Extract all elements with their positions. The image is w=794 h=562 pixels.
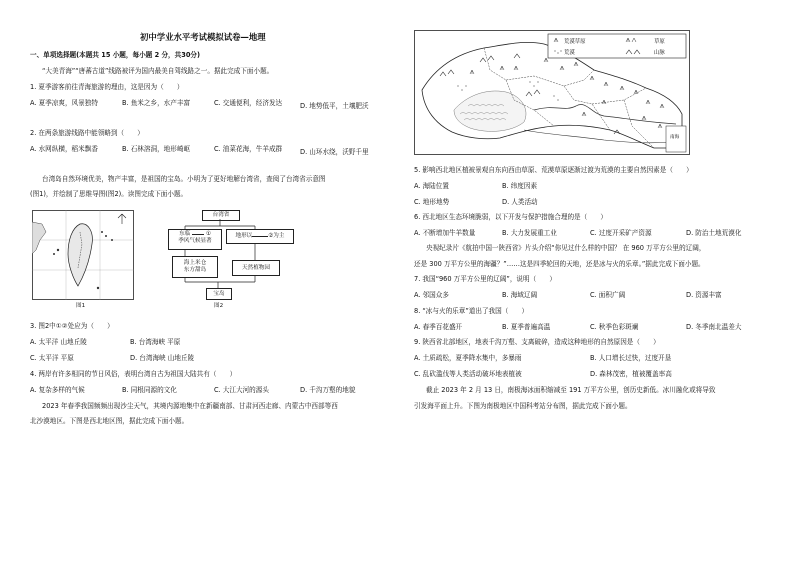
intro-shaanxi-line1: 央视纪录片《航拍中国一陕西省》片头介绍“你见过什么样的中国？ 在 960 万平方公里的辽阔， [426, 244, 706, 252]
east-label: 东临 [179, 231, 191, 237]
mindmap-treasure-node: 宝岛 [206, 288, 232, 300]
mindmap-nature-node: 天然植物园 [232, 260, 280, 276]
question-6: 6. 西北地区生态环境脆弱，以下开发与保护措施合理的是（ ） [414, 213, 608, 221]
question-5: 5. 影响西北地区植被景观自东向西由草原、荒漠草原逐渐过渡为荒漠的主要自然因素是（ ） [414, 166, 693, 174]
section-heading: 一、单项选择题(本题共 15 小题，每小题 2 分，共30分) [30, 51, 201, 59]
q4-option-b[interactable]: B. 同根同源的文化 [122, 386, 177, 394]
q1-option-d[interactable]: D. 地势低平，土壤肥沃 [300, 102, 369, 110]
q8-option-a[interactable]: A. 春季百花盛开 [414, 323, 463, 331]
q2-option-d[interactable]: D. 山环水绕，沃野千里 [300, 148, 369, 156]
terrain-label: 地形以 [235, 233, 253, 239]
q3-option-b[interactable]: B. 台湾海峡 平原 [130, 338, 181, 346]
q7-option-c[interactable]: C. 面积广阔 [590, 291, 626, 299]
q6-option-a[interactable]: A. 不断增加牛羊数量 [414, 229, 476, 237]
q5-option-a[interactable]: A. 海陆位置 [414, 182, 449, 190]
q9-option-b[interactable]: B. 人口增长过快，过度开垦 [590, 354, 672, 362]
legend-desert: 荒漠 [564, 50, 575, 56]
q1-option-b[interactable]: B. 鱼米之乡，水产丰富 [122, 99, 191, 107]
figure-2-caption: 图2 [214, 303, 224, 309]
q4-option-a[interactable]: A. 复杂多样的气候 [30, 386, 85, 394]
terrain-tail: 为主 [273, 233, 285, 239]
intro-dust-line2: 北沙漠地区。下图是西北地区图，据此完成下面小题。 [30, 417, 189, 425]
taiwan-map-figure [32, 210, 134, 300]
mindmap-terrain-node [226, 229, 294, 244]
q7-option-d[interactable]: D. 资源丰富 [686, 291, 722, 299]
legend-steppe: 草原 [654, 39, 665, 45]
intro-shaanxi-line2: 还是 300 万平方公里的海疆？”……这是四季轮回的天地，还是冰与火的乐章。”据此完成下面小题。 [414, 260, 705, 268]
q5-option-c[interactable]: C. 地形地势 [414, 198, 450, 206]
intro-taiwan-line1: 台湾岛自然环境优美，物产丰富，是祖国的宝岛。小明为了更好地解台湾省，查阅了台湾省示意图 [42, 175, 326, 183]
legend-mountains: 山脉 [654, 50, 665, 56]
question-4: 4. 两岸有许多相同的节日风俗，表明台湾自古为祖国大陆共有（ ） [30, 370, 237, 378]
intro-antarctic-line1: 截止 2023 年 2 月 13 日，南极海冰面积缩减至 191 万平方公里，创历史新低。冰川融化或将导致 [426, 386, 716, 394]
mindmap-root: 台湾省 [202, 210, 240, 221]
question-3: 3. 图2中①②处应为（ ） [30, 322, 114, 330]
q9-option-c[interactable]: C. 乱砍滥伐等人类活动破坏地表植被 [414, 370, 522, 378]
south-sea-label: 南海 [670, 135, 680, 140]
mindmap-east-node [168, 229, 222, 250]
q8-option-d[interactable]: D. 冬季南北温差大 [686, 323, 742, 331]
q2-option-c[interactable]: C. 油菜花海，牛羊成群 [214, 145, 283, 153]
q1-option-c[interactable]: C. 交通便利，经济发达 [214, 99, 283, 107]
blank-2-marker: ② [268, 233, 274, 239]
q6-option-b[interactable]: B. 大力发展重工业 [502, 229, 557, 237]
q7-option-b[interactable]: B. 海域辽阔 [502, 291, 538, 299]
blank-1-marker: ① [205, 231, 211, 237]
question-1: 1. 夏季游客前往青海旅游的理由，这是因为（ ） [30, 83, 184, 91]
question-2: 2. 在两条旅游线路中能领略到（ ） [30, 129, 144, 137]
q4-option-c[interactable]: C. 大江大河的源头 [214, 386, 269, 394]
q8-option-b[interactable]: B. 夏季普遍高温 [502, 323, 551, 331]
q2-option-a[interactable]: A. 水网纵横，稻米飘香 [30, 145, 98, 153]
q4-option-d[interactable]: D. 千沟万壑的地貌 [300, 386, 356, 394]
northwest-region-map [414, 30, 690, 155]
q3-option-a[interactable]: A. 太平洋 山地丘陵 [30, 338, 87, 346]
q8-option-c[interactable]: C. 秋季色彩斑斓 [590, 323, 639, 331]
q7-option-a[interactable]: A. 邻国众多 [414, 291, 449, 299]
blank-2 [252, 236, 268, 237]
q9-option-d[interactable]: D. 森林茂密，植被覆盖率高 [590, 370, 672, 378]
mindmap-sea-node: 海上米仓 东方甜岛 [172, 256, 218, 278]
right-column [400, 0, 794, 562]
climate-label: 季风气候显著 [178, 237, 212, 244]
question-7: 7. 我国“960 万平方公里的辽阔”，说明（ ） [414, 275, 556, 283]
q2-option-b[interactable]: B. 石林溶洞，地形崎岖 [122, 145, 191, 153]
legend-desert-steppe: 荒漠草原 [564, 39, 586, 45]
q1-option-a[interactable]: A. 夏季凉爽，风景独特 [30, 99, 98, 107]
q3-option-d[interactable]: D. 台湾海峡 山地丘陵 [130, 354, 195, 362]
intro-dust-line1: 2023 年春季我国频频出现沙尘天气，其境内源地集中在新疆南部、甘肃河西走廊、内蒙古中西部等西 [42, 402, 338, 410]
intro-antarctic-line2: 引发海平面上升。下图为南极地区中国科考站分布图，据此完成下面小题。 [414, 402, 632, 410]
page-title: 初中学业水平考试模拟试卷—地理 [140, 32, 266, 42]
question-9: 9. 陕西省北部地区，地表千沟万壑、支离破碎，造成这种地形的自然原因是（ ） [414, 338, 660, 346]
q9-option-a[interactable]: A. 土质疏松，夏季降水集中，多暴雨 [414, 354, 522, 362]
figure-1-caption: 图1 [76, 303, 86, 309]
question-8: 8. “冰与火的乐章”道出了我国（ ） [414, 307, 529, 315]
intro-taiwan-line2: (图1)，并绘制了思维导图(图2)。读图完成下面小题。 [30, 190, 188, 198]
q5-option-b[interactable]: B. 纬度因素 [502, 182, 538, 190]
q5-option-d[interactable]: D. 人类活动 [502, 198, 538, 206]
q6-option-d[interactable]: D. 防治土地荒漠化 [686, 229, 742, 237]
blank-1 [192, 234, 204, 235]
intro-qinghai: “大美青海”“唐蕃古道”线路被评为国内最美自驾线路之一。据此完成下面小题。 [42, 67, 274, 75]
q6-option-c[interactable]: C. 过度开采矿产资源 [590, 229, 652, 237]
q3-option-c[interactable]: C. 太平洋 平原 [30, 354, 74, 362]
